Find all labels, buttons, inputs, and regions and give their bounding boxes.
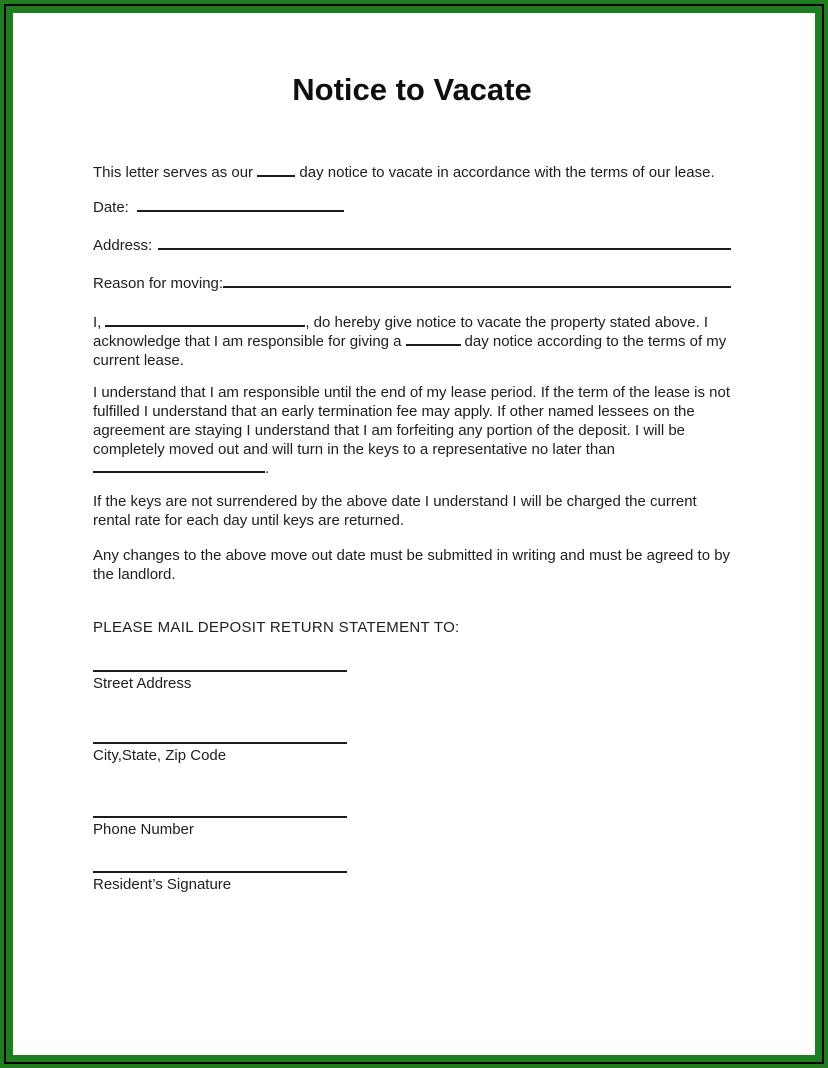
declaration-text-before: I,: [93, 314, 102, 331]
mail-deposit-heading: PLEASE MAIL DEPOSIT RETURN STATEMENT TO:: [93, 619, 460, 636]
reason-field-row: [93, 274, 731, 296]
declaration-days-blank[interactable]: [406, 332, 461, 346]
phone-number-field: [93, 816, 347, 839]
street-address-field: [93, 670, 347, 693]
inner-green-border: [6, 6, 822, 1062]
street-address-line[interactable]: [93, 670, 347, 672]
keys-paragraph: If the keys are not surrendered by the above date I understand I will be charged the current rental rate for each day until keys are returned.: [93, 493, 697, 529]
phone-number-line[interactable]: [93, 816, 347, 818]
declaration-paragraph: [93, 313, 731, 370]
intro-text-before: This letter serves as our: [93, 164, 254, 181]
address-field-row: [93, 236, 731, 258]
declaration-text-middle: , do hereby give notice to vacate the property stated above. I acknowledge that I am responsible for giving a: [93, 314, 709, 350]
resident-signature-line[interactable]: [93, 871, 347, 873]
date-field-row: [93, 198, 731, 220]
declaration-text-after: day notice according to the terms of my current lease.: [93, 333, 727, 369]
intro-paragraph: [93, 163, 731, 182]
responsibility-period: .: [265, 460, 270, 477]
page-title: Notice to Vacate: [292, 72, 532, 107]
resident-name-blank[interactable]: [105, 313, 305, 327]
move-out-date-blank[interactable]: [93, 459, 265, 473]
city-state-zip-line[interactable]: [93, 742, 347, 744]
phone-number-label: Phone Number: [93, 821, 194, 838]
changes-paragraph: Any changes to the above move out date must be submitted in writing and must be agreed to by the landlord.: [93, 547, 731, 583]
address-label: Address:: [93, 237, 153, 254]
street-address-label: Street Address: [93, 675, 192, 692]
date-label: Date:: [93, 199, 129, 216]
intro-text-after: day notice to vacate in accordance with the terms of our lease.: [299, 164, 715, 181]
resident-signature-field: [93, 871, 347, 894]
city-state-zip-field: [93, 742, 347, 765]
date-blank[interactable]: [137, 198, 344, 212]
responsibility-paragraph: [93, 383, 731, 478]
responsibility-text: I understand that I am responsible until the end of my lease period. If the term of the lease is not fulfilled I understand that an early termination fee may apply. If other named lessees on the agreement are staying I understand that I am forfeiting any portion of the deposit. I will be completely moved out and will turn in the keys to a representative no later than: [93, 384, 731, 458]
resident-signature-label: Resident’s Signature: [93, 876, 232, 893]
address-blank[interactable]: [158, 236, 731, 250]
black-border: [4, 4, 824, 1064]
reason-label: Reason for moving:: [93, 275, 224, 292]
document-page: [13, 71, 815, 894]
city-state-zip-label: City,State, Zip Code: [93, 747, 227, 764]
notice-days-blank[interactable]: [257, 163, 295, 177]
reason-blank[interactable]: [223, 274, 731, 288]
